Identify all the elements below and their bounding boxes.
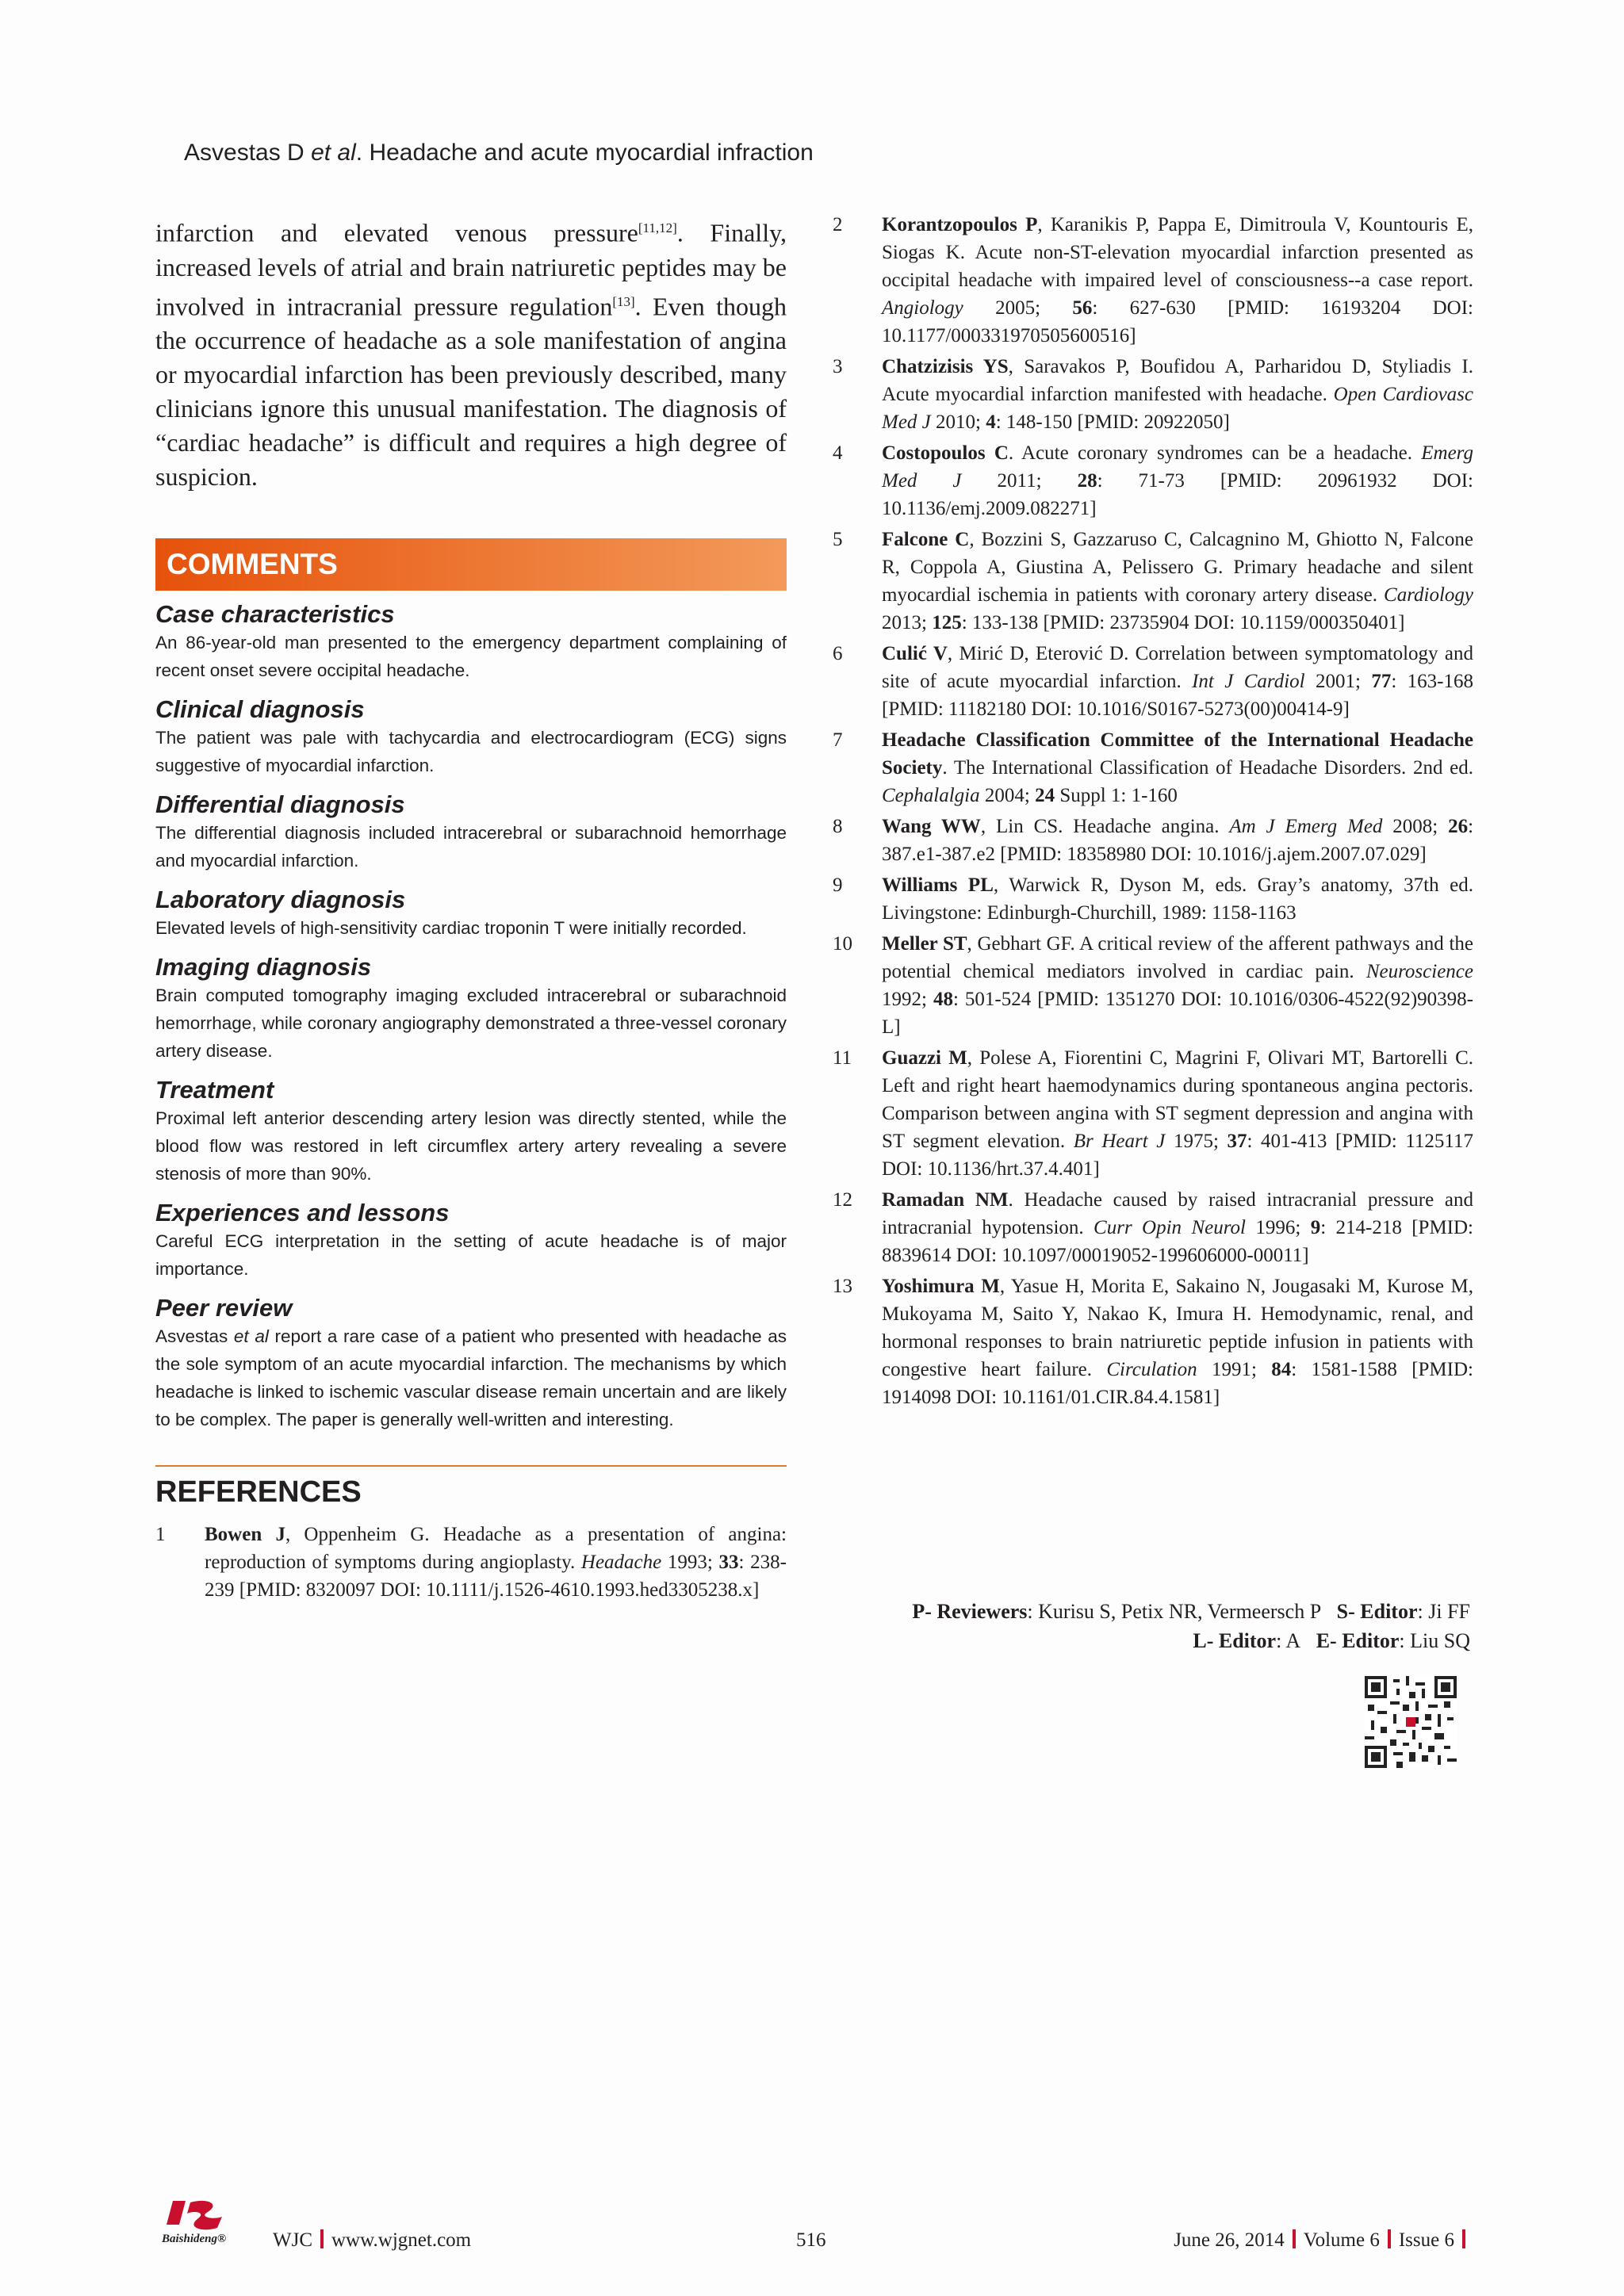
logo-wordmark: Baishideng®	[162, 2233, 227, 2245]
references-heading: REFERENCES	[155, 1475, 362, 1510]
p-reviewers-value: : Kurisu S, Petix NR, Vermeersch P	[1027, 1600, 1322, 1623]
reference-year: 1993;	[661, 1552, 719, 1574]
reference-item	[833, 930, 1473, 1041]
reference-body	[882, 1272, 1473, 1411]
reference-year: 2005;	[963, 297, 1073, 319]
reference-item	[833, 1186, 1473, 1269]
section-heading-laboratory: Laboratory diagnosis	[155, 886, 406, 914]
l-editor-value: : A	[1276, 1629, 1301, 1652]
reference-volume: 4	[986, 411, 996, 433]
reference-journal: Cephalalgia	[882, 785, 980, 806]
section-text-differential: The differential diagnosis included intracerebral or subarachnoid hemorrhage and myocardial infarction.	[155, 823, 787, 871]
section-text-experiences: Careful ECG interpretation in the setting of acute headache is of major importance.	[155, 1231, 787, 1280]
reference-pages[interactable]: : 387.e1-387.e2 [PMID: 18358980 DOI: 10.1016/j.ajem.2007.07.029]	[882, 816, 1474, 865]
reference-journal: Angiology	[882, 297, 963, 319]
reference-author: Bowen J	[205, 1524, 285, 1546]
reference-pages[interactable]: Suppl 1: 1-160	[1055, 785, 1178, 806]
reference-body	[882, 726, 1473, 809]
section-text-imaging: Brain computed tomography imaging excluded intracerebral or subarachnoid hemorrhage, while coronary angiography demonstrated a three-vessel coronary artery disease.	[155, 985, 787, 1062]
reference-volume: 26	[1448, 816, 1469, 837]
section-text-case: An 86-year-old man presented to the emergency department complaining of recent onset severe occipital headache.	[155, 633, 787, 681]
reference-item	[833, 353, 1473, 436]
reference-number: 7	[833, 729, 843, 751]
l-editor-label: L- Editor	[1193, 1629, 1277, 1652]
reference-journal: Neuroscience	[1365, 961, 1473, 982]
reference-body	[882, 1044, 1473, 1183]
reference-year: 2010;	[930, 411, 986, 433]
reference-author: Culić V	[882, 643, 948, 664]
footer-url[interactable]: www.wjgnet.com	[331, 2229, 472, 2251]
reference-journal: Circulation	[1106, 1359, 1197, 1380]
reference-year: 1975;	[1165, 1131, 1228, 1152]
reference-number: 9	[833, 874, 843, 896]
reference-body	[882, 353, 1473, 436]
reference-journal: Br Heart J	[1073, 1131, 1166, 1152]
editors-block	[912, 1597, 1470, 1655]
reference-pages[interactable]: : 148-150 [PMID: 20922050]	[995, 411, 1230, 433]
reference-text: , Saravakos P, Boufidou A, Parharidou D, Styliadis I. Acute myocardial infarction manifested with headache.	[882, 356, 1473, 405]
reference-author: Headache Classification Committee of the International Headache Society	[882, 729, 1473, 779]
section-heading-case: Case characteristics	[155, 600, 395, 629]
reference-text: , Mirić D, Eterović D. Correlation between symptomatology and site of acute myocardial infarction.	[882, 643, 1473, 692]
footer-separator	[1293, 2229, 1296, 2248]
section-heading-experiences: Experiences and lessons	[155, 1199, 450, 1227]
reference-number: 11	[833, 1047, 852, 1069]
section-heading-treatment: Treatment	[155, 1076, 274, 1104]
reference-text: . The International Classification of Headache Disorders. 2nd ed.	[942, 757, 1473, 779]
reference-pages[interactable]: : 501-524 [PMID: 1351270 DOI: 10.1016/0306-4522(92)90398-L]	[882, 989, 1473, 1038]
footer-issue: Issue 6	[1398, 2229, 1454, 2251]
footer-volume: Volume 6	[1303, 2229, 1380, 2251]
reference-item	[833, 726, 1473, 809]
e-editor-label: E- Editor	[1316, 1629, 1400, 1652]
right-column	[833, 211, 1473, 1414]
reference-year: 2008;	[1382, 816, 1449, 837]
references-list-right	[833, 211, 1473, 1411]
reference-number: 10	[833, 933, 852, 955]
footer-right	[1174, 2229, 1473, 2252]
reference-number: 6	[833, 643, 843, 664]
reference-number: 5	[833, 529, 843, 550]
comments-sections	[155, 600, 787, 1433]
reference-journal: Open Cardiovasc Med J	[882, 384, 1473, 433]
reference-volume: 77	[1371, 671, 1392, 692]
reference-body	[882, 871, 1473, 927]
reference-author: Yoshimura M	[882, 1276, 1000, 1297]
intro-text-1: infarction and elevated venous pressure	[155, 218, 638, 247]
reference-pages[interactable]: : 133-138 [PMID: 23735904 DOI: 10.1159/000350401]	[961, 612, 1405, 633]
reference-year: 2013;	[882, 612, 933, 633]
reference-item	[833, 526, 1473, 637]
reference-journal: Emerg Med J	[882, 442, 1473, 492]
qr-code-icon[interactable]	[1365, 1676, 1457, 1768]
baishideng-logo-icon	[159, 2196, 238, 2252]
reference-text: , Gebhart GF. A critical review of the afferent pathways and the potential chemical mediators involved in cardiac pain.	[882, 933, 1473, 982]
reference-number: 4	[833, 442, 843, 464]
section-text-treatment: Proximal left anterior descending artery lesion was directly stented, while the blood flow was restored in left circumflex artery artery revealing a severe stenosis of more than 90%.	[155, 1108, 787, 1184]
reference-body	[205, 1521, 787, 1604]
running-header	[184, 140, 814, 166]
reference-year: 2004;	[979, 785, 1036, 806]
footer-separator	[1462, 2229, 1465, 2248]
reference-pages[interactable]: : 1581-1588 [PMID: 1914098 DOI: 10.1161/01.CIR.84.4.1581]	[882, 1359, 1473, 1408]
reference-author: Korantzopoulos P	[882, 214, 1038, 235]
header-author: Asvestas D	[184, 140, 312, 166]
reference-body	[882, 640, 1473, 723]
reference-year: 1991;	[1197, 1359, 1272, 1380]
footer-separator	[320, 2229, 324, 2248]
reference-body	[882, 211, 1473, 350]
reference-body	[882, 813, 1473, 868]
reference-author: Chatzizisis YS	[882, 356, 1009, 377]
reference-body	[882, 439, 1473, 522]
reference-text: , Lin CS. Headache angina.	[980, 816, 1230, 837]
header-title: . Headache and acute myocardial infraction	[355, 140, 814, 166]
reference-author: Ramadan NM	[882, 1189, 1009, 1211]
peer-text-b: report a rare case of a patient who presented with headache as the sole symptom of an acute myocardial infarction. The mechanisms by which headache is linked to ischemic vascular disease remain uncertain and are likely to be complex. The paper is generally well-written and interesting.	[155, 1326, 787, 1430]
reference-pages[interactable]: : 627-630 [PMID: 16193204 DOI: 10.1177/000331970505600516]	[882, 297, 1473, 346]
reference-volume: 125	[932, 612, 962, 633]
intro-text-3: . Even though the occurrence of headache as a sole manifestation of angina or myocardial infarction has been previously described, many clinicians ignore this unusual manifestation. The diagnosis of “cardiac headache” is difficult and requires a high degree of suspicion.	[155, 292, 787, 492]
p-reviewers-label: P- Reviewers	[912, 1600, 1028, 1623]
editors-line-2	[912, 1626, 1470, 1655]
footer-left	[273, 2229, 471, 2252]
e-editor-value: : Liu SQ	[1399, 1629, 1470, 1652]
footer-journal: WJC	[273, 2229, 312, 2251]
s-editor-value: : Ji FF	[1417, 1600, 1470, 1623]
reference-pages[interactable]: : 401-413 [PMID: 1125117 DOI: 10.1136/hrt.37.4.401]	[882, 1131, 1473, 1180]
reference-item	[155, 1521, 787, 1604]
reference-item	[833, 640, 1473, 723]
reference-item	[833, 871, 1473, 927]
footer-date: June 26, 2014	[1174, 2229, 1285, 2251]
reference-year: 1992;	[882, 989, 933, 1010]
reference-journal: Int J Cardiol	[1192, 671, 1305, 692]
reference-author: Costopoulos C	[882, 442, 1009, 464]
reference-journal: Headache	[580, 1552, 662, 1574]
editors-line-1	[912, 1597, 1470, 1626]
reference-item	[833, 1044, 1473, 1183]
reference-number: 8	[833, 816, 843, 837]
s-editor-label: S- Editor	[1336, 1600, 1418, 1623]
reference-text: , Yasue H, Morita E, Sakaino N, Jougasaki M, Kurose M, Mukoyama M, Saito Y, Nakao K, Imura H. Hemodynamic, renal, and hormonal responses to brain natriuretic peptide infusion in patients with congestive heart failure.	[882, 1276, 1473, 1380]
reference-number: 12	[833, 1189, 852, 1211]
section-text-clinical: The patient was pale with tachycardia and electrocardiogram (ECG) signs suggestive of myocardial infarction.	[155, 728, 787, 776]
references-list-left	[155, 1521, 787, 1604]
reference-text: , Karanikis P, Pappa E, Dimitroula V, Kountouris E, Siogas K. Acute non-ST-elevation myocardial infarction presented as occipital headache with impaired level of consciousness--a case report.	[882, 214, 1473, 291]
reference-text: . Acute coronary syndromes can be a headache.	[1008, 442, 1422, 464]
reference-pages[interactable]: : 238-239 [PMID: 8320097 DOI: 10.1111/j.1526-4610.1993.hed3305238.x]	[205, 1552, 787, 1601]
reference-text: . Headache caused by raised intracranial pressure and intracranial hypotension.	[882, 1189, 1473, 1238]
reference-item	[833, 439, 1473, 522]
peer-text-a: Asvestas	[155, 1326, 234, 1347]
reference-year: 2011;	[961, 470, 1078, 492]
reference-text: , Polese A, Fiorentini C, Magrini F, Olivari MT, Bartorelli C. Left and right heart haemodynamics during spontaneous angina pectoris. Comparison between angina with ST segment depression and angina with ST segment elevation.	[882, 1047, 1473, 1152]
citation-13[interactable]: [13]	[612, 293, 635, 309]
citation-11-12[interactable]: [11,12]	[638, 220, 677, 235]
reference-author: Guazzi M	[882, 1047, 967, 1069]
reference-number: 2	[833, 214, 843, 235]
section-text-laboratory: Elevated levels of high-sensitivity cardiac troponin T were initially recorded.	[155, 918, 747, 939]
reference-pages[interactable]: : 163-168 [PMID: 11182180 DOI: 10.1016/S0167-5273(00)00414-9]	[882, 671, 1473, 720]
reference-volume: 24	[1035, 785, 1055, 806]
reference-item	[833, 211, 1473, 350]
reference-body	[882, 1186, 1473, 1269]
reference-volume: 56	[1072, 297, 1093, 319]
reference-journal: Am J Emerg Med	[1229, 816, 1383, 837]
section-heading-imaging: Imaging diagnosis	[155, 953, 372, 982]
section-heading-clinical: Clinical diagnosis	[155, 695, 365, 724]
reference-pages[interactable]: : 214-218 [PMID: 8839614 DOI: 10.1097/00019052-199606000-00011]	[882, 1217, 1473, 1266]
intro-paragraph	[155, 211, 787, 494]
reference-author: Falcone C	[882, 529, 970, 550]
reference-year: 2001;	[1304, 671, 1372, 692]
section-heading-differential: Differential diagnosis	[155, 790, 405, 819]
reference-text: , Oppenheim G. Headache as a presentation of angina: reproduction of symptoms during angioplasty.	[205, 1524, 787, 1574]
reference-author: Wang WW	[882, 816, 981, 837]
reference-volume: 33	[718, 1552, 739, 1574]
header-etal: et al	[311, 140, 356, 166]
reference-volume: 37	[1227, 1131, 1247, 1152]
reference-item	[833, 1272, 1473, 1411]
reference-text: , Warwick R, Dyson M, eds. Gray’s anatomy, 37th ed. Livingstone: Edinburgh-Churchill, 1989: 1158-1163	[882, 874, 1473, 924]
reference-volume: 84	[1271, 1359, 1292, 1380]
reference-number: 13	[833, 1276, 852, 1297]
peer-etal: et al	[233, 1326, 269, 1347]
reference-body	[882, 526, 1473, 637]
reference-body	[882, 930, 1473, 1041]
page-number: 516	[796, 2229, 826, 2251]
reference-item	[833, 813, 1473, 868]
reference-author: Williams PL	[882, 874, 994, 896]
section-heading-peer-review: Peer review	[155, 1294, 293, 1322]
reference-number: 1	[155, 1524, 166, 1546]
reference-journal: Curr Opin Neurol	[1094, 1217, 1246, 1238]
reference-year: 1996;	[1245, 1217, 1311, 1238]
footer-separator	[1388, 2229, 1391, 2248]
reference-journal: Cardiology	[1384, 584, 1473, 606]
reference-number: 3	[833, 356, 843, 377]
reference-volume: 9	[1310, 1217, 1321, 1238]
reference-text: , Bozzini S, Gazzaruso C, Calcagnino M, Ghiotto N, Falcone R, Coppola A, Giustina A, Pelissero G. Primary headache and silent myocardial ischemia in patients with coronary artery disease.	[882, 529, 1473, 606]
reference-volume: 48	[933, 989, 953, 1010]
comments-banner: COMMENTS	[155, 538, 787, 591]
reference-pages[interactable]: : 71-73 [PMID: 20961932 DOI: 10.1136/emj.2009.082271]	[882, 470, 1473, 519]
left-column	[155, 211, 787, 1607]
intro-text-2: . Finally, increased levels of atrial and brain natriuretic peptides may be involved in intracranial pressure regulation	[155, 218, 787, 321]
section-text-peer-review	[155, 1322, 787, 1433]
reference-volume: 28	[1077, 470, 1097, 492]
reference-author: Meller ST	[882, 933, 967, 955]
references-divider	[155, 1465, 787, 1467]
